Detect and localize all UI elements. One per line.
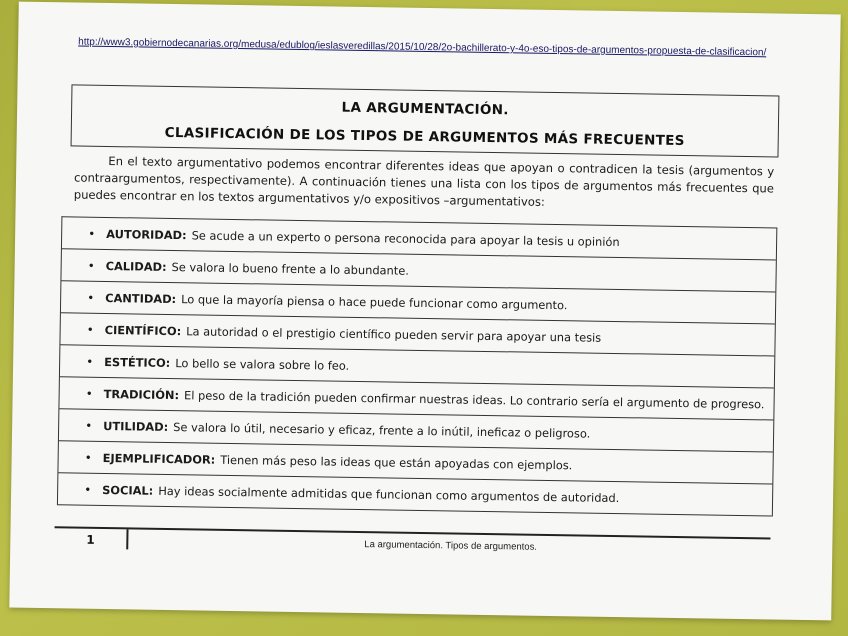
bullet-icon: • — [87, 290, 95, 305]
argument-description: Hay ideas socialmente admitidas que funcionan como argumentos de autoridad. — [158, 483, 620, 505]
title-box — [71, 84, 780, 157]
bullet-icon: • — [87, 258, 95, 273]
argument-term: CIENTÍFICO: — [104, 322, 182, 338]
argument-term: EJEMPLIFICADOR: — [102, 450, 216, 467]
arguments-table — [57, 216, 777, 516]
argument-term: CALIDAD: — [105, 258, 167, 274]
footer-separator — [126, 529, 128, 549]
argument-description: Se valora lo bueno frente a lo abundante. — [171, 259, 410, 278]
bullet-icon: • — [86, 354, 94, 369]
argument-term: CANTIDAD: — [105, 290, 177, 306]
page-title: LA ARGUMENTACIÓN. — [341, 99, 509, 119]
argument-term: UTILIDAD: — [103, 418, 169, 434]
footer-rule — [55, 526, 771, 539]
footer-text: La argumentación. Tipos de argumentos. — [364, 539, 538, 553]
argument-term: AUTORIDAD: — [106, 226, 187, 242]
argument-description: Se valora lo útil, necesario y eficaz, frente a lo inútil, ineficaz o peligroso. — [173, 419, 591, 441]
bullet-icon: • — [85, 386, 93, 401]
argument-description: Lo bello se valora sobre lo feo. — [175, 355, 350, 373]
argument-term: SOCIAL: — [102, 482, 154, 498]
argument-description: Tienen más peso las ideas que están apoyadas con ejemplos. — [220, 452, 573, 472]
argument-description: El peso de la tradición pueden confirmar nuestras ideas. Lo contrario sería el argumento de progreso. — [183, 387, 765, 411]
bullet-icon: • — [86, 322, 94, 337]
page-subtitle: CLASIFICACIÓN DE LOS TIPOS DE ARGUMENTOS MÁS FRECUENTES — [164, 124, 685, 150]
bullet-icon: • — [85, 418, 93, 433]
argument-description: Se acude a un experto o persona reconocida para apoyar la tesis u opinión — [191, 227, 620, 249]
argument-term: ESTÉTICO: — [104, 354, 171, 370]
page-number: 1 — [86, 532, 95, 547]
bullet-icon: • — [84, 450, 92, 465]
source-url: http://www3.gobiernodecanarias.org/medusa/edublog/ieslasveredillas/2015/10/28/2o-bachillerato-y-4o-eso-tipos-de-argumentos-propuesta-de-clasificacion/ — [78, 36, 767, 59]
argument-description: La autoridad o el prestigio científico pueden servir para apoyar una tesis — [186, 323, 602, 345]
argument-description: Lo que la mayoría piensa o hace puede funcionar como argumento. — [181, 291, 568, 312]
argument-term: TRADICIÓN: — [103, 386, 180, 402]
bullet-icon: • — [88, 226, 96, 241]
paper-sheet — [9, 2, 840, 621]
bullet-icon: • — [84, 482, 92, 497]
intro-paragraph: En el texto argumentativo podemos encontrar diferentes ideas que apoyan o contradicen la tesis (argumentos y contraargumentos, respectivamente). A continuación tienes una lista con los tipos de argumentos más frecuentes que puedes encontrar en los textos argumentativos y/o expositivos –argumentativos: — [73, 154, 775, 209]
